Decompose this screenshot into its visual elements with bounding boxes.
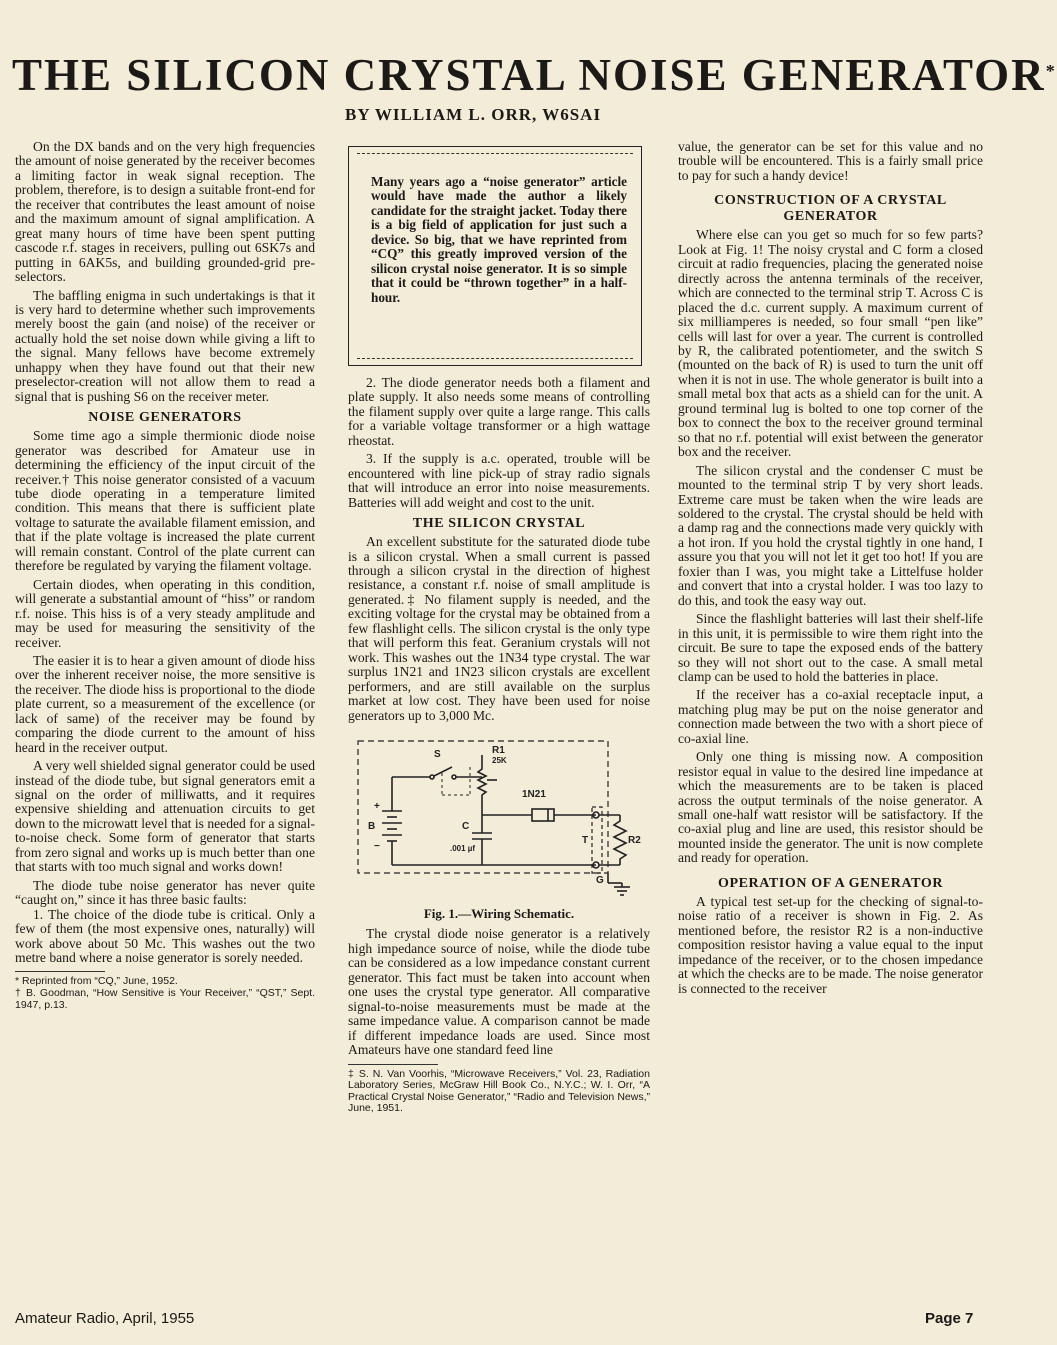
section-heading-operation: OPERATION OF A GENERATOR <box>717 875 944 891</box>
battery-symbol <box>382 807 402 845</box>
paragraph: An excellent substitute for the saturated diode tube is a silicon crystal. When a small current is passed through a silicon crystal in the direction of highest resistance, a constant r.f. noise of small amplitude is generated.‡ No filament supply is needed, and the exciting voltage for the crystal may be obtained from a few flashlight cells. The silicon crystal is the only type that will perform this feat. Geranium crystals will not work. This washes out the 1N34 type crystal. The war surplus 1N21 and 1N23 silicon crystals are excellent performers, and are still available on the surplus market at low cost. They have been used for noise generators up to 3,000 Mc. <box>348 534 650 723</box>
label-c: C <box>462 820 470 832</box>
wiring-schematic <box>352 735 642 903</box>
paragraph: 1. The choice of the diode tube is critical. Only a few of them (the most expensive ones, naturally) will work above about 50 Mc. This washes out the two metre band where a noise generator is sorely needed. <box>15 906 315 966</box>
editor-note-box <box>348 146 642 366</box>
shield-box-outline <box>358 741 608 873</box>
potentiometer-symbol <box>478 763 486 803</box>
figure-caption: Fig. 1.—Wiring Schematic. <box>423 905 575 921</box>
diode-1n21-symbol <box>532 809 554 821</box>
footnote-goodman: † B. Goodman, “How Sensitive is Your Receiver,” “QST,” Sept. 1947, p.13. <box>15 987 315 1011</box>
footnote-voorhis: ‡ S. N. Van Voorhis, “Microwave Receivers,” Vol. 23, Radiation Laboratory Series, McGraw Hill Book Co., N.Y.C.; W. I. Orr, “A Practical Crystal Noise Generator,” “Radio and Television News,” June, 1951. <box>348 1067 650 1115</box>
column-1 <box>15 140 315 1258</box>
footnote-rule <box>348 1064 438 1065</box>
paragraph: The diode tube noise generator has never quite “caught on,” since it has three basic faults: <box>15 877 315 908</box>
label-s: S <box>434 748 441 760</box>
label-r1: R1 <box>492 744 505 756</box>
footnote-reprint: * Reprinted from “CQ,” June, 1952. <box>15 975 178 988</box>
paragraph: A very well shielded signal generator could be used instead of the diode tube, but signal generators emit a signal on the order of milliwatts, and it requires expensive shielding and attenuation circuits to get down to the microwatt level that is needed for a signal-to-noise check. Some form of generator that starts from zero signal and works up is much better than one that starts with too much signal and works down! <box>15 758 315 875</box>
paragraph: Only one thing is missing now. A composition resistor equal in value to the desired line impedance at which the measurements are to be taken is placed across the output terminals of the noise generator. A small one-half watt resistor will be satisfactory. If the co-axial plug and line are used, this resistor should be mounted inside the generator. The unit is now complete and ready for operation. <box>678 749 983 866</box>
capacitor-symbol <box>472 833 492 839</box>
paragraph: The silicon crystal and the condenser C must be mounted to the terminal strip T by very short leads. Extreme care must be taken when the wire leads are soldered to the crystal. The crystal should be held with a damp rag and the connections made very quickly with a hot iron. If you hold the crystal tightly in one hand, I assure you that you will not let it get too hot! If you are foxier than I was, you might take a Littelfuse holder and convert that into a crystal holder. I was too lazy to do this, and took the easy way out. <box>678 462 983 608</box>
paragraph: Certain diodes, when operating in this condition, will generate a substantial amount of “hiss” or random r.f. noise. This hiss is of a very steady amplitude and may be used for measuring the sensitivity of the receiver. <box>15 576 315 650</box>
label-t: T <box>582 834 589 846</box>
label-plus: + <box>374 800 380 812</box>
label-minus: − <box>374 840 380 852</box>
paragraph: The easier it is to hear a given amount of diode hiss over the inherent receiver noise, the more sensitive is the receiver. The diode hiss is proportional to the diode plate current, so a measurement of the excellence (or lack of same) of the receiver may be found by comparing the diode current to the amount of hiss heard in the receiver output. <box>15 652 315 755</box>
column-3 <box>678 140 983 1292</box>
label-diode: 1N21 <box>522 788 546 800</box>
article-title-text: THE SILICON CRYSTAL NOISE GENERATOR <box>12 50 1046 100</box>
section-heading-noise-generators: NOISE GENERATORS <box>88 410 242 426</box>
resistor-r2-symbol <box>614 815 626 865</box>
paragraph: Since the flashlight batteries will last their shelf-life in this unit, it is permissible to wire them right into the circuit. Be sure to tape the exposed ends of the battery so they will not short out to the case. A small metal clamp can be used to hold the batteries in place. <box>678 611 983 684</box>
footer-page-number: Page 7 <box>925 1310 974 1327</box>
label-c-value: .001 µf <box>450 843 476 853</box>
paragraph: 2. The diode generator needs both a filament and plate supply. It also needs some means of controlling the filament supply over quite a large range. This calls for a variable voltage transformer or a high wattage rheostat. <box>348 375 650 448</box>
paragraph: 3. If the supply is a.c. operated, trouble will be encountered with line pick-up of stray radio signals that will introduce an error into noise measurements. Batteries will add weight and cost to the unit. <box>348 451 650 510</box>
paragraph: Some time ago a simple thermionic diode noise generator was described for Amateur use in determining the efficiency of the input circuit of the receiver.† This noise generator consisted of a vacuum tube diode operating in a temperature limited condition. This means that there is sufficient plate voltage to saturate the available filament emission, and that if the plate voltage is increased the plate current will remain constant. Control of the plate current can therefore be regulated by varying the filament voltage. <box>15 428 315 574</box>
byline: BY WILLIAM L. ORR, W6SAI <box>345 105 602 124</box>
footnote-rule <box>15 971 105 972</box>
column-2 <box>348 140 650 1280</box>
article-title <box>12 50 1057 100</box>
label-b: B <box>368 820 376 832</box>
title-footnote-mark: * <box>1045 61 1057 81</box>
footer-publication: Amateur Radio, April, 1955 <box>15 1310 195 1327</box>
editor-note-text: Many years ago a “noise generator” article would have made the author a likely candidate for the straight jacket. Today there is a big field of application for just such a device. So big, that we have reprinted from “CQ” this greatly improved version of the silicon crystal noise generator. It is so simple that it could be “thrown together” in a half-hour. <box>371 174 627 305</box>
ground-symbol <box>614 883 630 895</box>
paragraph: The crystal diode noise generator is a relatively high impedance source of noise, while the diode tube can be considered as a low impedance constant current generator. This fact must be taken into account when one uses the crystal type generator. All comparative signal-to-noise measurements must be made at the same impedance value. A comparison cannot be made if different impedance loads are used. Since most Amateurs have one standard feed line <box>348 926 650 1058</box>
paragraph: On the DX bands and on the very high frequencies the amount of noise generated by the receiver becomes a limiting factor in weak signal reception. The problem, therefore, is to design a suitable front-end for the receiver that contributes the least amount of noise and the maximum amount of signal amplification. A great many hours of time have been spent putting cascode r.f. stages in receivers, pulling out 6SK7s and putting in 6AK5s, and building grounded-grid pre-selectors. <box>15 139 315 285</box>
paragraph: The baffling enigma in such undertakings is that it is very hard to determine whether such improvements merely boost the gain (and noise) of the receiver or actually hold the set noise down while giving a lift to the signal. Many fellows have become extremely unhappy when they have found out that their new preselector-creation will not allow them to read a signal that is pushing S6 on the receiver meter. <box>15 287 315 404</box>
paragraph: value, the generator can be set for this value and no trouble will be encountered. This is a fairly small price to pay for such a handy device! <box>678 139 983 183</box>
paragraph: A typical test set-up for the checking of signal-to-noise ratio of a receiver is shown in Fig. 2. As mentioned before, the resistor R2 is a non-inductive composition resistor having a value equal to the input impedance of the receiver, or to the chosen impedance at which the checks are to be made. The noise generator is connected to the receiver <box>678 893 983 996</box>
switch-symbol <box>430 767 470 795</box>
paragraph: If the receiver has a co-axial receptacle input, a matching plug may be put on the noise generator and connection made between the two with a short piece of co-axial line. <box>678 687 983 746</box>
section-heading-construction: CONSTRUCTION OF A CRYSTAL GENERATOR <box>714 193 947 225</box>
label-g: G <box>596 874 604 886</box>
section-heading-silicon-crystal: THE SILICON CRYSTAL <box>412 516 586 532</box>
paragraph: Where else can you get so much for so few parts? Look at Fig. 1! The noisy crystal and C form a closed circuit at radio frequencies, placing the generated noise directly across the antenna terminals of the receiver, which are connected to the terminal strip T. Across C is placed the d.c. current supply. A maximum current of six milliamperes is needed, so four small “pen like” cells will last for over a year. The current is controlled by R, the calibrated potentiometer, and the switch S (mounted on the back of R) is used to turn the unit off when it is not in use. The whole generator is built into a small metal box that acts as a shield can for the unit. A ground terminal lug is bolted to one top corner of the box to connect the box to the receiver ground terminal so that no r.f. potential will exist between the generator box and the receiver. <box>678 227 983 460</box>
label-r1-value: 25K <box>492 755 507 765</box>
label-r2: R2 <box>628 834 641 846</box>
